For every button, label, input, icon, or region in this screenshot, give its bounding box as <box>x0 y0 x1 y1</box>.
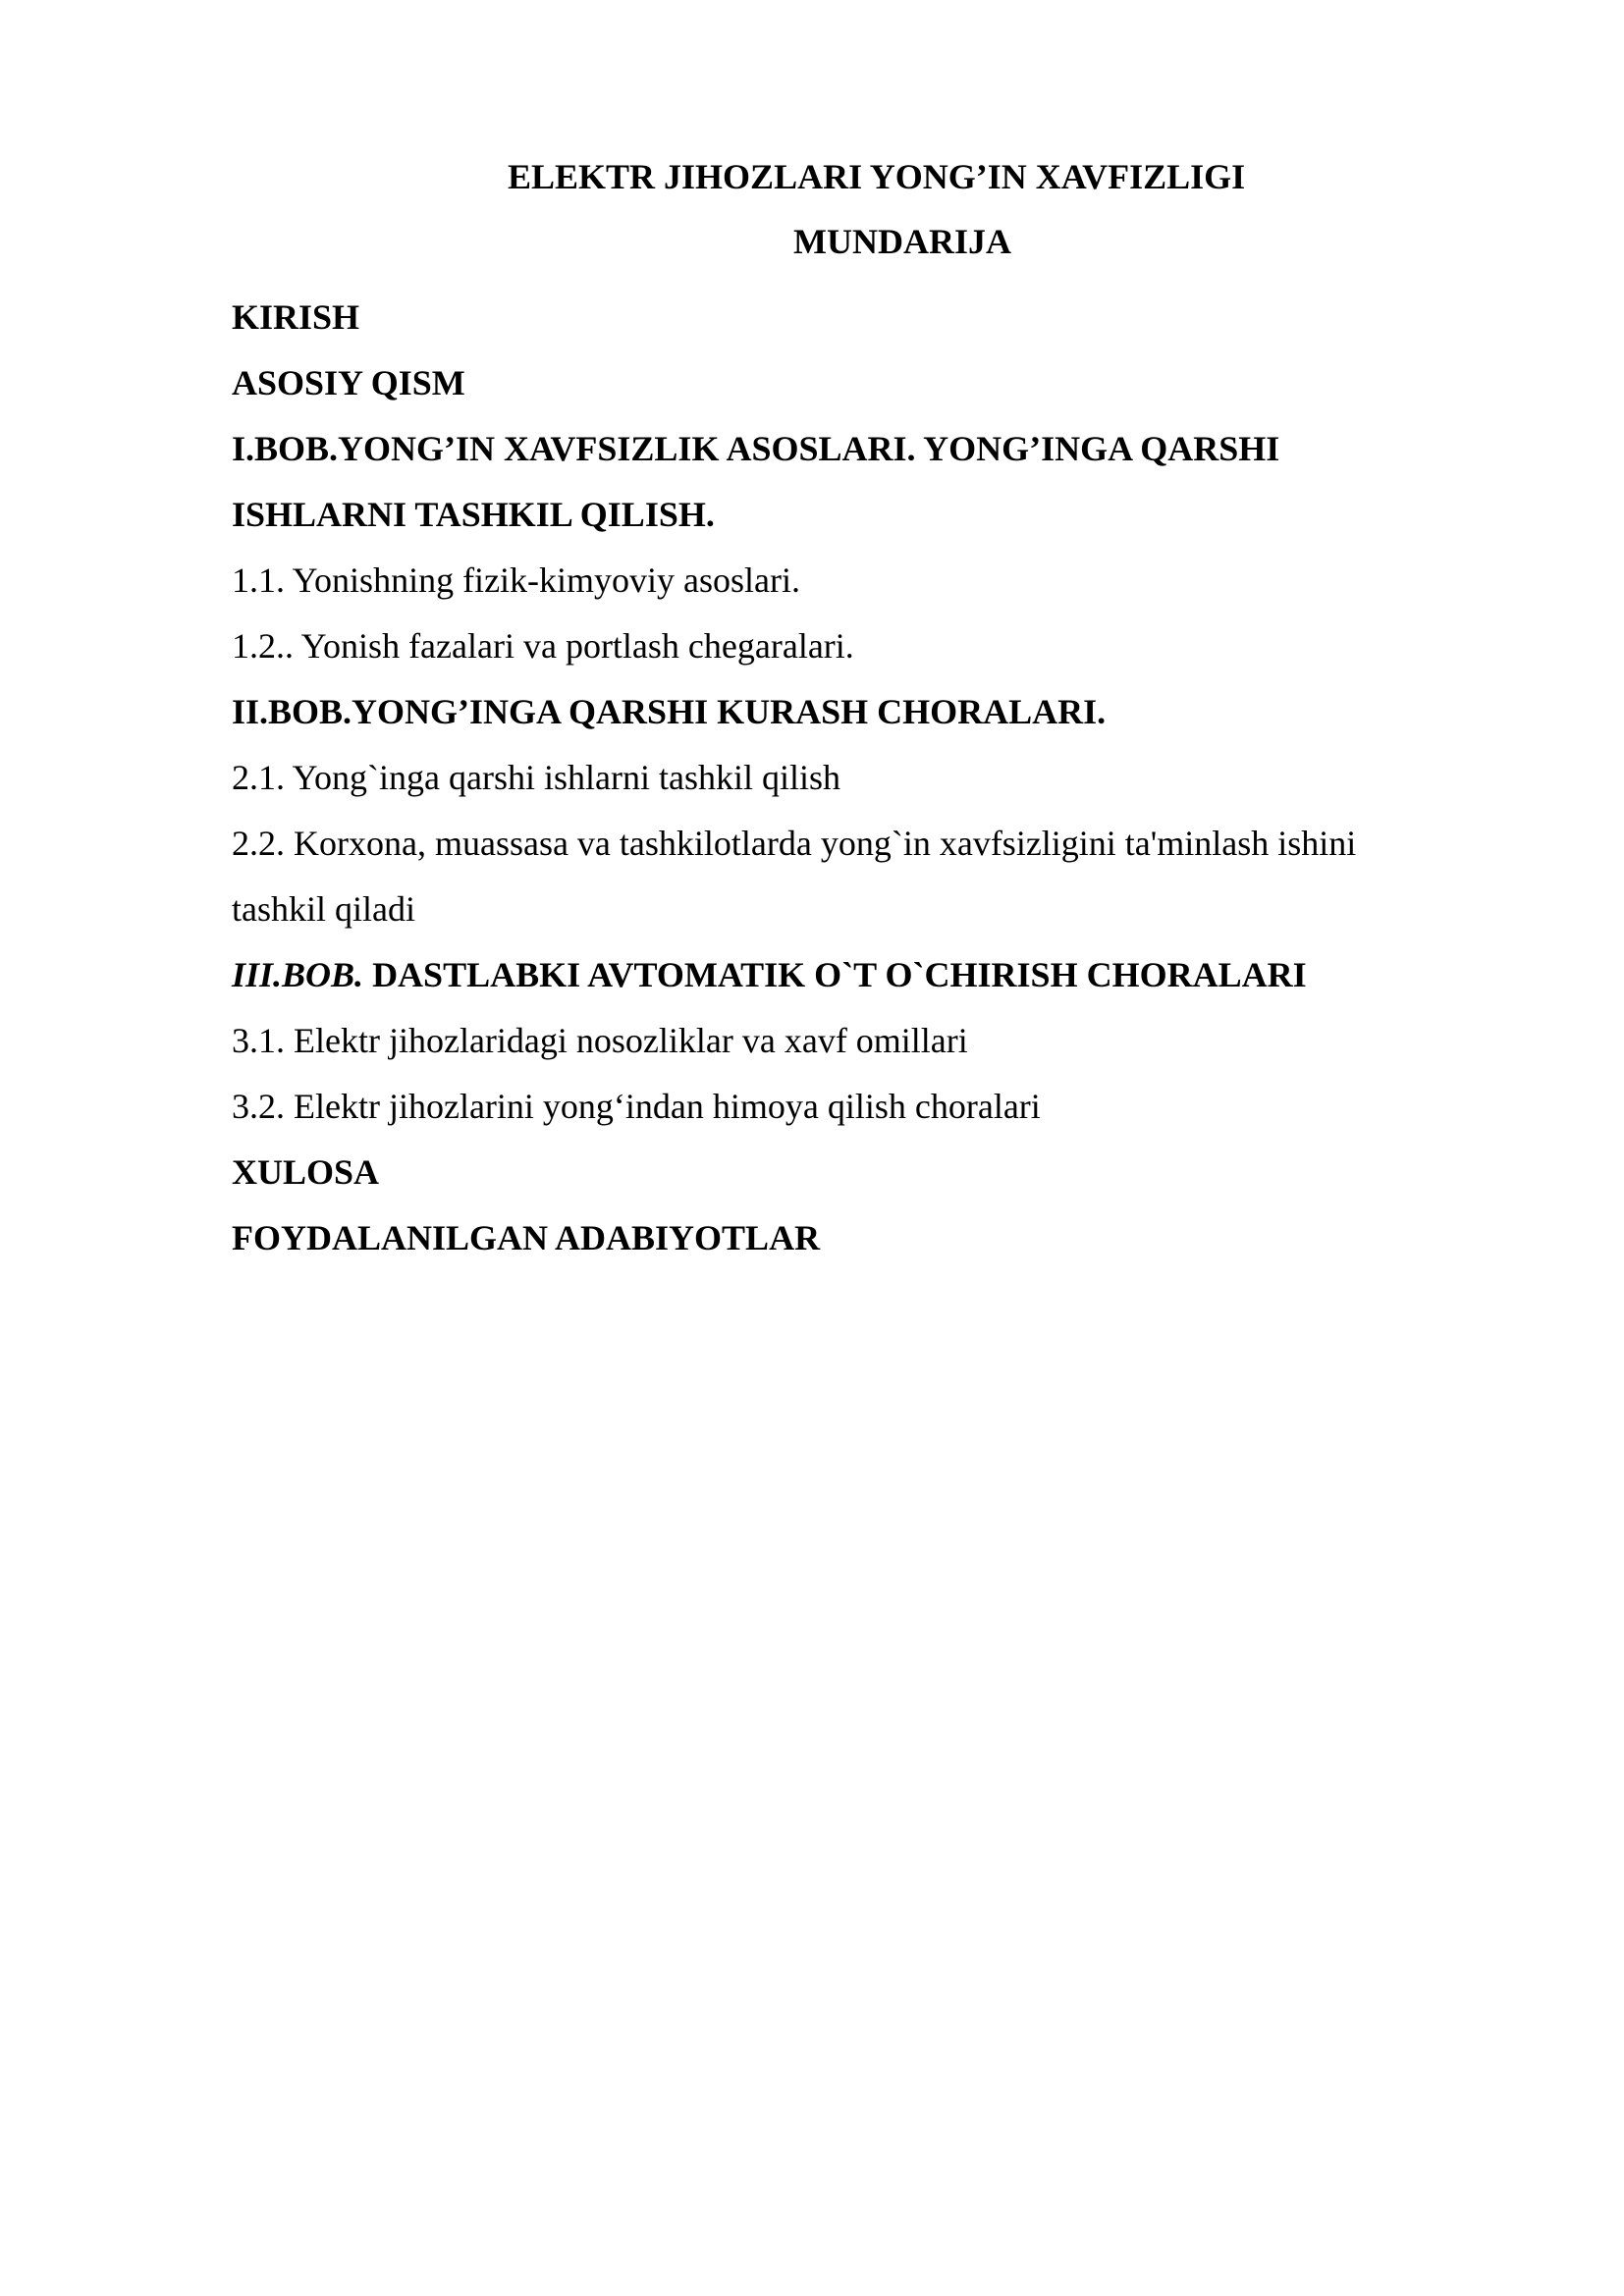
toc-entry-2-2-line2: tashkil qiladi <box>232 889 415 929</box>
table-of-contents <box>232 285 1469 1271</box>
toc-entry-1-2: 1.2.. Yonish fazalari va portlash chegaralari. <box>232 626 854 666</box>
toc-entry-bob3-title: DASTLABKI AVTOMATIK O`T O`CHIRISH CHORALARI <box>363 955 1307 994</box>
toc-entry-kirish: KIRISH <box>232 297 360 337</box>
toc-entry-1-1: 1.1. Yonishning fizik-kimyoviy asoslari. <box>232 561 801 600</box>
toc-entry-xulosa: XULOSA <box>232 1152 380 1192</box>
toc-entry-bob3-prefix: III.BOB. <box>232 955 364 994</box>
toc-entry-asosiy-qism: ASOSIY QISM <box>232 363 465 402</box>
toc-entry-2-2-line1: 2.2. Korxona, muassasa va tashkilotlarda yong`in xavfsizligini ta'minlash ishini <box>232 824 1357 863</box>
toc-entry-bob1-line2: ISHLARNI TASHKIL QILISH. <box>232 495 715 534</box>
toc-entry-adabiyotlar: FOYDALANILGAN ADABIYOTLAR <box>232 1218 821 1257</box>
toc-heading: MUNDARIJA <box>793 222 1011 261</box>
toc-entry-bob1-line1: I.BOB.YONG’IN XAVFSIZLIK ASOSLARI. YONG’INGA QARSHI <box>232 429 1280 468</box>
toc-entry-bob3 <box>232 942 1469 1008</box>
toc-entry-3-2: 3.2. Elektr jihozlarini yong‘indan himoya qilish choralari <box>232 1087 1041 1126</box>
toc-entry-3-1: 3.1. Elektr jihozlaridagi nosozliklar va xavf omillari <box>232 1021 968 1060</box>
toc-entry-2-1: 2.1. Yong`inga qarshi ishlarni tashkil qilish <box>232 758 840 797</box>
document-title: ELEKTR JIHOZLARI YONG’IN XAVFIZLIGI <box>508 157 1246 196</box>
toc-entry-bob2: II.BOB.YONG’INGA QARSHI KURASH CHORALARI. <box>232 692 1107 731</box>
